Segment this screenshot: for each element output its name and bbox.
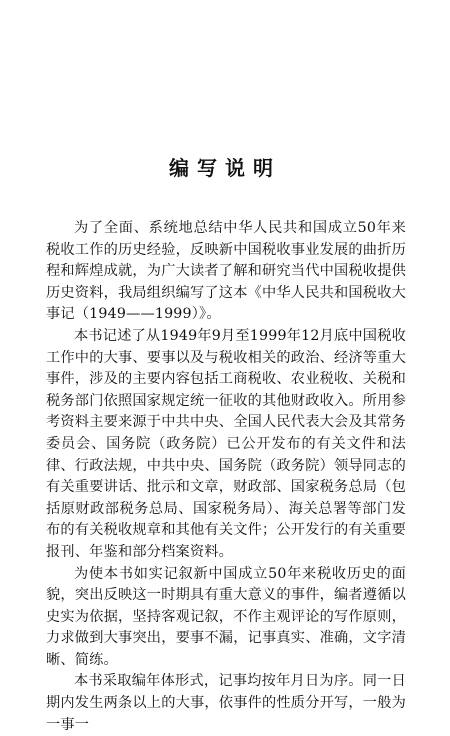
paragraph-format: 本书采取编年体形式，记事均按年月日为序。同一日期内发生两条以上的大事，依事件的性质分开写，一般为一事一	[46, 673, 406, 733]
paragraph-scope: 本书记述了从1949年9月至1999年12月底中国税收工作中的大事、要事以及与税收相关的政治、经济等重大事件，涉及的主要内容包括工商税收、农业税收、关税和税务部门依照国家规定统一征收的其他财政收入。所用参考资料主要来源于中共中央、全国人民代表大会及其常务委员会、国务院（政务院）已公开发布的有关文件和法律、行政法规，中共中央、国务院（政务院）领导同志的有关重要讲话、批示和文章，财政部、国家税务总局（包括原财政部税务总局、国家税务局）、海关总署等部门发布的有关税收规章和其他有关文件；公开发行的有关重要报刊、年鉴和部分档案资料。	[46, 327, 406, 560]
paragraph-principles: 为使本书如实记叙新中国成立50年来税收历史的面貌，突出反映这一时期具有重大意义的事件，编者遵循以史实为依据，坚持客观记叙，不作主观评论的写作原则，力求做到大事突出，要事不漏，记事真实、准确，文字清晰、简练。	[46, 565, 406, 668]
page-title: 编写说明	[169, 156, 281, 180]
body-text	[46, 218, 406, 736]
paragraph-purpose: 为了全面、系统地总结中华人民共和国成立50年来税收工作的历史经验，反映新中国税收事业发展的曲折历程和辉煌成就，为广大读者了解和研究当代中国税收提供历史资料，我局组织编写了这本《中华人民共和国税收大事记（1949——1999）》。	[46, 220, 406, 323]
